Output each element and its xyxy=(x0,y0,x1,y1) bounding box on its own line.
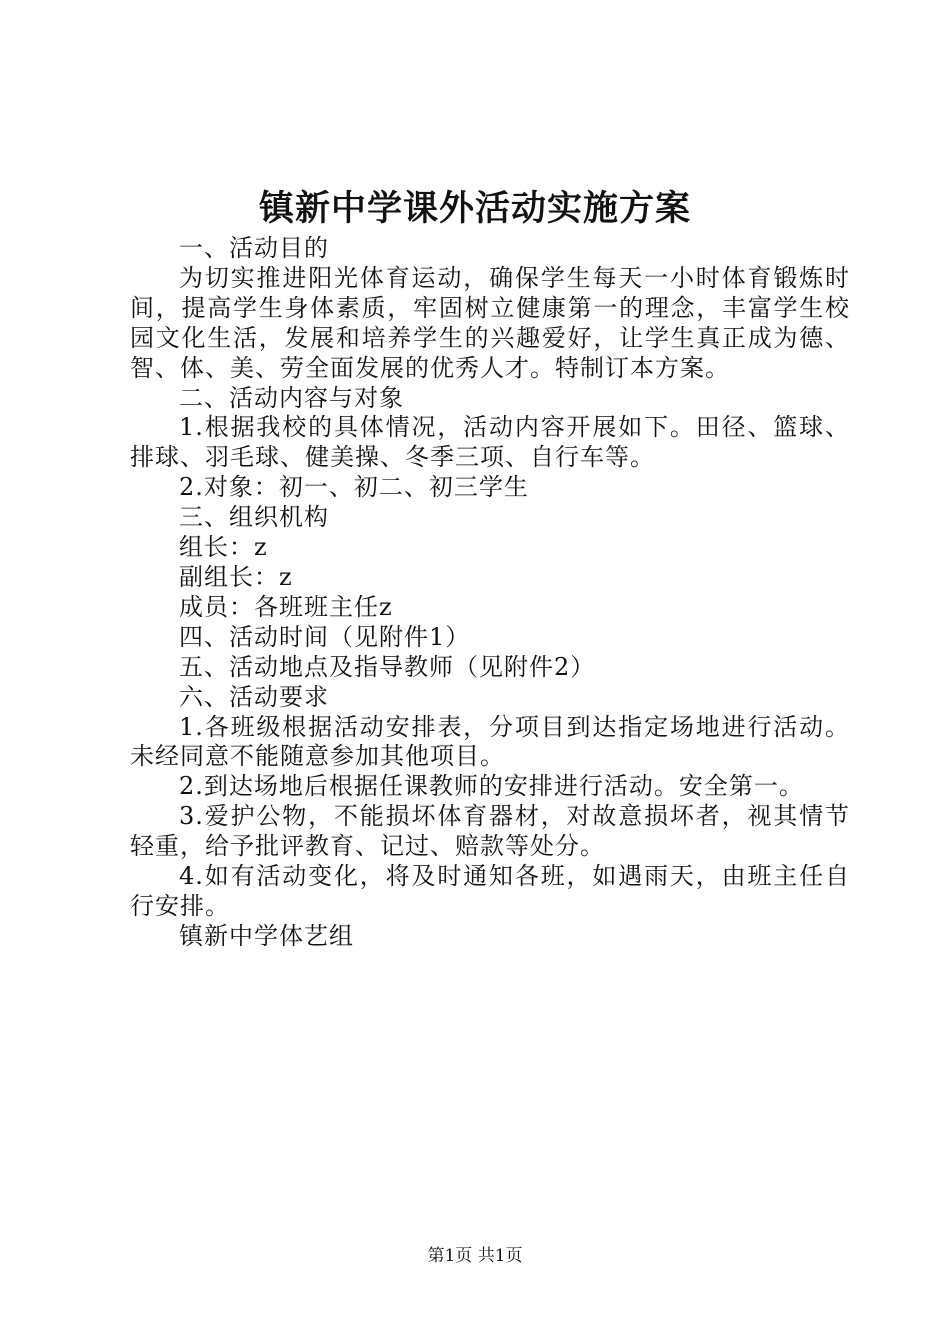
content-item-2: 2.对象：初一、初二、初三学生 xyxy=(179,473,529,502)
requirement-item-1: 1.各班级根据活动安排表，分项目到达指定场地进行活动。未经同意不能随意参加其他项目。 xyxy=(130,712,850,771)
org-members: 成员：各班班主任z xyxy=(179,592,393,621)
section-heading-content: 二、活动内容与对象 xyxy=(179,383,404,412)
requirement-item-4: 4.如有活动变化，将及时通知各班，如遇雨天，由班主任自行安排。 xyxy=(130,862,850,920)
content-item-1: 1.根据我校的具体情况，活动内容开展如下。田径、篮球、排球、羽毛球、健美操、冬季三项、自行车等。 xyxy=(130,413,850,472)
section-heading-purpose: 一、活动目的 xyxy=(179,234,329,262)
section-heading-location: 五、活动地点及指导教师（见附件2） xyxy=(179,652,596,681)
signature-line: 镇新中学体艺组 xyxy=(179,921,354,950)
requirement-item-2: 2.到达场地后根据任课教师的安排进行活动。安全第一。 xyxy=(179,772,804,801)
section-heading-time: 四、活动时间（见附件1） xyxy=(179,622,471,651)
document-body xyxy=(130,234,850,952)
requirement-item-3: 3.爱护公物，不能损坏体育器材，对故意损坏者，视其情节轻重，给予批评教育、记过、赔款等处分。 xyxy=(130,802,850,861)
purpose-paragraph: 为切实推进阳光体育运动，确保学生每天一小时体育锻炼时间，提高学生身体素质，牢固树立健康第一的理念，丰富学生校园文化生活，发展和培养学生的兴趣爱好，让学生真正成为德、智、体、美、劳全面发展的优秀人才。特制订本方案。 xyxy=(130,263,850,382)
document-title: 镇新中学课外活动实施方案 xyxy=(258,188,691,229)
section-heading-requirements: 六、活动要求 xyxy=(179,682,329,711)
org-deputy-leader: 副组长：z xyxy=(179,562,293,591)
org-leader: 组长：z xyxy=(179,533,268,562)
page-footer: 第1页 共1页 xyxy=(427,1246,523,1266)
section-heading-organization: 三、组织机构 xyxy=(179,503,329,532)
